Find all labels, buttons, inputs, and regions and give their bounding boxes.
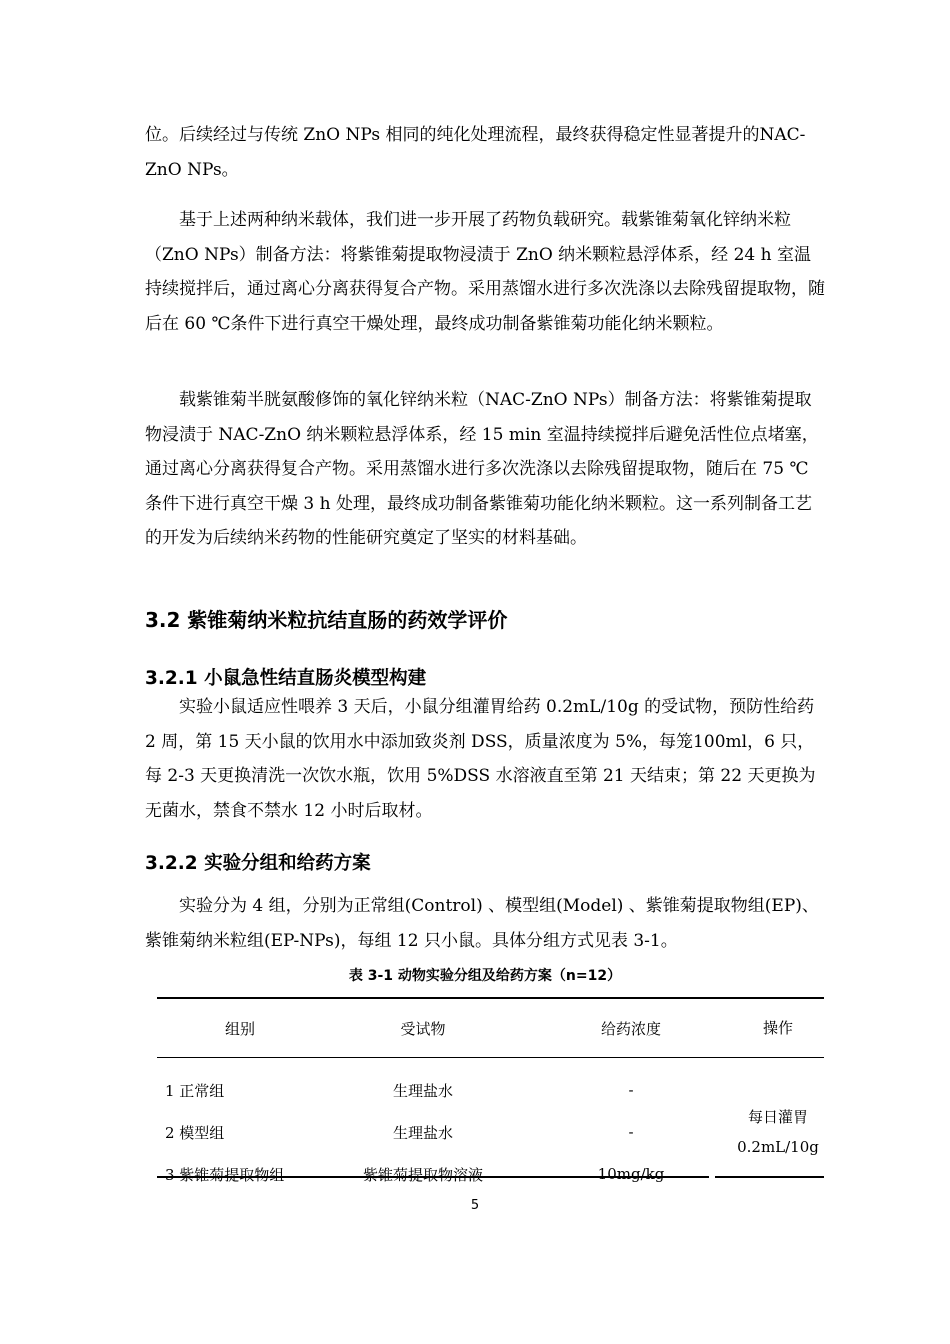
cell-group: 3 紫锥菊提取物组 bbox=[165, 1165, 285, 1184]
section-heading-3-2-1: 3.2.1 小鼠急性结直肠炎模型构建 bbox=[145, 668, 427, 689]
paragraph-model-construction: 实验小鼠适应性喂养 3 天后，小鼠分组灌胃给药 0.2mL/10g 的受试物，预防性给药 2 周，第 15 天小鼠的饮用水中添加致炎剂 DSS，质量浓度为 5%，每笼100ml，6 只，每 2-3 天更换清洗一次饮水瓶，饮用 5%DSS 水溶液直至第 21 天结束；第 22 天更换为无菌水，禁食不禁水 12 小时后取材。 bbox=[145, 697, 816, 821]
paragraph-drug-loading-nac-zno: 载紫锥菊半胱氨酸修饰的氧化锌纳米粒（NAC-ZnO NPs）制备方法：将紫锥菊提取物浸渍于 NAC-ZnO 纳米颗粒悬浮体系，经 15 min 室温持续搅拌后避免活性位点堵塞，通过离心分离获得复合产物。采用蒸馏水进行多次洗涤以去除残留提取物，随后在 75 ℃条件下进行真空干燥 3 h 处理，最终成功制备紫锥菊功能化纳米颗粒。这一系列制备工艺的开发为后续纳米药物的性能研究奠定了坚实的材料基础。 bbox=[145, 390, 819, 548]
grouping-table bbox=[157, 997, 824, 1195]
section-heading-3-2: 3.2 紫锥菊纳米粒抗结直肠的药效学评价 bbox=[145, 608, 508, 632]
table-row bbox=[157, 1058, 824, 1112]
table-row bbox=[157, 1153, 824, 1195]
operation-line-2: 0.2mL/10g bbox=[737, 1138, 819, 1156]
cell-substance: 生理盐水 bbox=[392, 1123, 453, 1142]
header-group: 组别 bbox=[157, 998, 316, 1058]
page-number: 5 bbox=[470, 1198, 480, 1213]
table-bottom-rule-operation bbox=[715, 1176, 824, 1178]
cell-concentration: 10mg/kg bbox=[597, 1165, 665, 1183]
cell-group: 2 模型组 bbox=[165, 1123, 225, 1142]
cell-concentration: - bbox=[628, 1081, 634, 1099]
cell-substance: 紫锥菊提取物溶液 bbox=[362, 1165, 483, 1184]
table-header-row bbox=[157, 998, 824, 1058]
header-substance: 受试物 bbox=[316, 998, 530, 1058]
paragraph-drug-loading-zno: 基于上述两种纳米载体，我们进一步开展了药物负载研究。载紫锥菊氧化锌纳米粒（ZnO NPs）制备方法：将紫锥菊提取物浸渍于 ZnO 纳米颗粒悬浮体系，经 24 h 室温持续搅拌后，通过离心分离获得复合产物。采用蒸馏水进行多次洗涤以去除残留提取物，随后在 60 ℃条件下进行真空干燥处理，最终成功制备紫锥菊功能化纳米颗粒。 bbox=[145, 210, 825, 334]
cell-substance: 生理盐水 bbox=[392, 1081, 453, 1100]
paragraph-continuation: 位。后续经过与传统 ZnO NPs 相同的纯化处理流程，最终获得稳定性显著提升的NAC-ZnO NPs。 bbox=[145, 125, 806, 180]
table-row bbox=[157, 1111, 824, 1153]
operation-line-1: 每日灌胃 bbox=[747, 1108, 808, 1126]
table-bottom-rule bbox=[157, 1176, 709, 1178]
cell-operation bbox=[732, 1058, 824, 1196]
header-operation: 操作 bbox=[732, 998, 824, 1058]
paragraph-grouping: 实验分为 4 组，分别为正常组(Control) 、模型组(Model) 、紫锥菊提取物组(EP)、紫锥菊纳米粒组(EP-NPs)，每组 12 只小鼠。具体分组方式见表 3-1。 bbox=[145, 896, 819, 951]
header-concentration: 给药浓度 bbox=[530, 998, 732, 1058]
section-heading-3-2-2: 3.2.2 实验分组和给药方案 bbox=[145, 853, 371, 874]
cell-group: 1 正常组 bbox=[165, 1081, 225, 1100]
table-caption: 表 3-1 动物实验分组及给药方案（n=12） bbox=[348, 968, 622, 984]
cell-concentration: - bbox=[628, 1123, 634, 1141]
